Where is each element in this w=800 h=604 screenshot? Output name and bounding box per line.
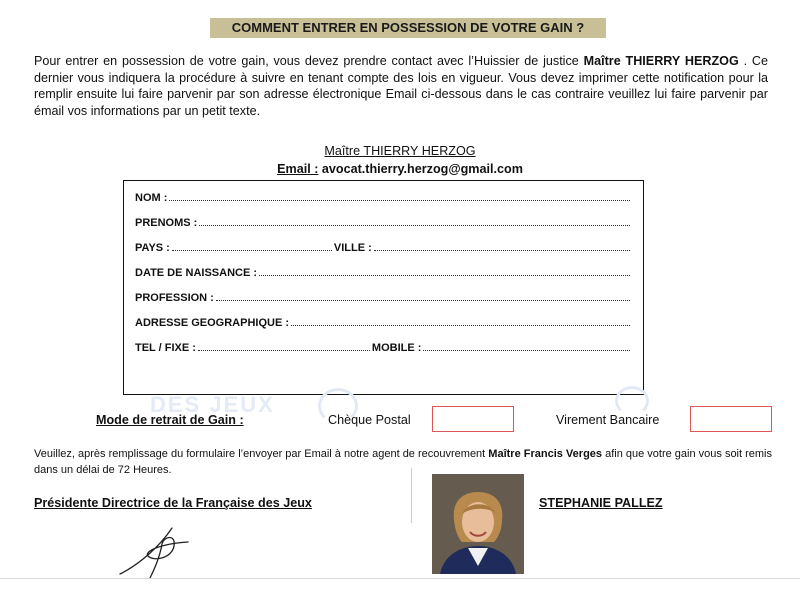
instructions-text-end: afin que votre gain vous soit remis dans un délai de 72 Heures.	[34, 448, 773, 476]
handwritten-signature	[110, 516, 200, 586]
signer-name: STEPHANIE PALLEZ	[539, 496, 663, 510]
intro-text-end: . Ce dernier vous indiquera la procédure à suivre en tenant compte des lois en vigueur. Vous devez imprimer cette notification pour la remplir ensuite lui faire parvenir par son adresse électronique Email ci-dessous dans le cas contraire veuillez lui faire parvenir par émail vos informations par un petit texte.	[34, 54, 769, 118]
intro-text-start: Pour entrer en possession de votre gain, vous devez prendre contact avec l’Huissier de justice	[34, 54, 584, 68]
bottom-rule	[0, 578, 800, 579]
form-row-profession	[135, 288, 632, 304]
option-virement-label: Virement Bancaire	[556, 413, 660, 427]
email-address: avocat.thierry.herzog@gmail.com	[321, 162, 523, 176]
form-label-ville: VILLE :	[333, 242, 372, 254]
cheque-checkbox[interactable]	[432, 406, 514, 432]
email-line	[0, 162, 800, 176]
signer-title: Présidente Directrice de la Française des Jeux	[34, 496, 312, 510]
bailiff-name: Maître THIERRY HERZOG	[324, 144, 476, 158]
form-field-profession[interactable]	[216, 299, 630, 301]
watermark-swoosh-icon	[615, 386, 649, 416]
form-row-pays-ville	[135, 238, 632, 254]
form-label-pays: PAYS :	[135, 242, 170, 254]
form-field-pays[interactable]	[172, 249, 332, 251]
form-row-adresse	[135, 313, 632, 329]
form-label-nom: NOM :	[135, 192, 168, 204]
form-field-tel[interactable]	[198, 349, 370, 351]
form-label-mobile: MOBILE :	[371, 342, 422, 354]
instructions-paragraph	[34, 446, 774, 478]
form-field-nom[interactable]	[169, 199, 630, 201]
form-label-prenoms: PRENOMS :	[135, 217, 198, 229]
portrait-photo	[432, 474, 524, 574]
form-row-date-naissance	[135, 263, 632, 279]
form-row-nom	[135, 188, 632, 204]
form-field-ville[interactable]	[374, 249, 630, 251]
instructions-agent-name: Maître Francis Verges	[488, 448, 603, 460]
form-label-adresse: ADRESSE GEOGRAPHIQUE :	[135, 317, 290, 329]
form-row-prenoms	[135, 213, 632, 229]
form-field-mobile[interactable]	[423, 349, 630, 351]
option-cheque-label: Chèque Postal	[328, 413, 411, 427]
form-field-date-naissance[interactable]	[259, 274, 630, 276]
form-field-adresse[interactable]	[291, 324, 630, 326]
signature-divider	[411, 468, 412, 523]
info-form-box	[123, 180, 644, 395]
email-label: Email :	[277, 162, 319, 176]
watermark-text: DES JEUX	[150, 392, 275, 417]
section-heading: COMMENT ENTRER EN POSSESSION DE VOTRE GAIN ?	[210, 18, 606, 38]
virement-checkbox[interactable]	[690, 406, 772, 432]
form-row-tel-mobile	[135, 338, 632, 354]
instructions-text-start: Veuillez, après remplissage du formulaire l’envoyer par Email à notre agent de recouvrement	[34, 448, 489, 460]
withdrawal-mode-label: Mode de retrait de Gain :	[96, 413, 244, 427]
form-field-prenoms[interactable]	[199, 224, 630, 226]
form-label-profession: PROFESSION :	[135, 292, 214, 304]
intro-paragraph	[34, 53, 768, 119]
form-label-date-naissance: DATE DE NAISSANCE :	[135, 267, 258, 279]
form-label-tel: TEL / FIXE :	[135, 342, 196, 354]
intro-bailiff-name: Maître THIERRY HERZOG	[583, 54, 739, 68]
